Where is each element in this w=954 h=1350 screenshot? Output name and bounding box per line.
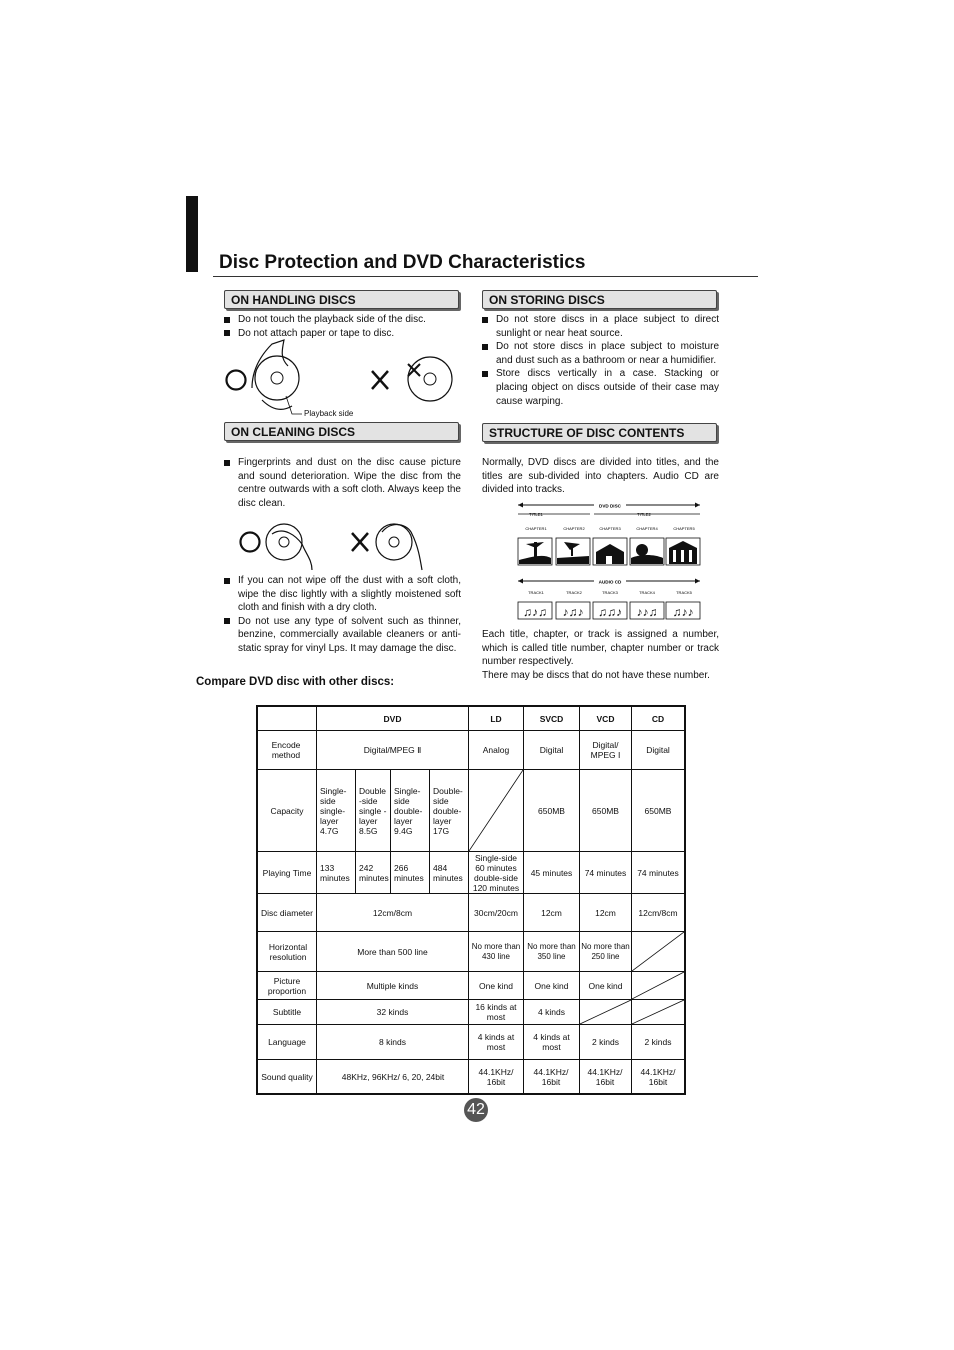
cell-vcd-picture: One kind	[588, 980, 623, 991]
cell-vcd-capacity: 650MB	[592, 805, 619, 816]
cell-dvd-playing: 133 minutes	[320, 862, 350, 883]
cleaning-heading: ON CLEANING DISCS	[224, 422, 459, 441]
cleaning-list-top	[224, 456, 461, 510]
cell-dvd-capacity: Double -side single -layer 8.5G	[359, 785, 387, 836]
cell-ld-encode: Analog	[482, 745, 510, 755]
cell-cd-capacity: 650MB	[644, 805, 672, 816]
cell-dvd-encode: Digital/MPEG Ⅱ	[363, 745, 422, 755]
cell-cd-sound: 44.1KHz/ 16bit	[640, 1066, 676, 1087]
not-applicable-slash	[580, 1000, 631, 1024]
chapter-label: CHAPTER3	[599, 526, 621, 531]
track-label: TRACK4	[639, 590, 655, 595]
compare-heading: Compare DVD disc with other discs:	[196, 676, 395, 688]
handling-list	[224, 313, 464, 340]
ok-circle-icon	[241, 533, 260, 552]
not-applicable-slash	[632, 972, 684, 999]
cell-svcd-capacity: 650MB	[538, 805, 565, 816]
cell-ld-sound: 44.1KHz/ 16bit	[478, 1066, 514, 1087]
chapter-label: CHAPTER1	[525, 526, 547, 531]
row-label-capacity: Capacity	[270, 805, 304, 816]
wipe-disc-icon	[376, 524, 412, 560]
cell-dvd-picture: Multiple kinds	[366, 980, 419, 991]
cell-dvd-capacity: Single-side double-layer 9.4G	[394, 785, 423, 836]
handling-item: Do not touch the playback side of the disc.	[224, 313, 464, 327]
cell-svcd-playing: 45 minutes	[530, 867, 573, 878]
handling-heading: ON HANDLING DISCS	[224, 290, 459, 309]
svg-text:♫♪♫: ♫♪♫	[523, 605, 547, 619]
title-label: TITLE2	[637, 512, 651, 517]
structure-intro: Normally, DVD discs are divided into titles, and the titles are sub-divided into chapters. Audio CD are divided into tracks.	[482, 457, 719, 496]
row-label-subtitle: Subtitle	[272, 1007, 302, 1017]
wipe-disc-icon	[266, 524, 302, 560]
cell-dvd-horizontal: More than 500 line	[357, 946, 428, 957]
svg-text:♫♪♪: ♫♪♪	[672, 605, 694, 619]
playback-side-caption: Playback side	[304, 409, 354, 418]
row-label-diameter: Disc diameter	[261, 907, 313, 918]
storing-item: Store discs vertically in a case. Stacking or placing object on discs outside of their case may cause warping.	[482, 367, 719, 408]
storing-heading: ON STORING DISCS	[482, 290, 717, 309]
disc-structure-diagram	[514, 498, 704, 622]
cell-dvd-language: 8 kinds	[379, 1037, 406, 1047]
cell-dvd-diameter: 12cm/8cm	[372, 907, 413, 918]
row-label-picture: Picture proportion	[267, 975, 307, 996]
taped-disc-icon	[408, 357, 452, 401]
cell-cd-diameter: 12cm/8cm	[638, 907, 678, 918]
chapter-label: CHAPTER5	[673, 526, 695, 531]
track-label: TRACK3	[602, 590, 618, 595]
svg-text:♪♪♫: ♪♪♫	[636, 605, 658, 619]
cleaning-list-bottom	[224, 574, 461, 656]
page-title: Disc Protection and DVD Characteristics	[219, 252, 586, 273]
header-cd: CD	[651, 713, 665, 724]
cell-vcd-diameter: 12cm	[595, 907, 616, 918]
track-label: TRACK2	[566, 590, 582, 595]
title-label: TITLE1	[529, 512, 543, 517]
structure-outro: Each title, chapter, or track is assigned a number, which is called title number, chapter number or track number respectively.	[482, 629, 719, 668]
cell-dvd-playing: 484 minutes	[433, 862, 463, 883]
row-label-language: Language	[268, 1037, 306, 1047]
header-svcd: SVCD	[539, 713, 564, 724]
row-label-horizontal: Horizontal resolution	[268, 941, 308, 962]
cell-dvd-capacity: Double-side double-layer 17G	[433, 785, 463, 836]
cell-vcd-encode: Digital/ MPEG I	[590, 740, 621, 760]
cell-ld-picture: One kind	[478, 980, 514, 991]
track-label: TRACK1	[528, 590, 544, 595]
svg-text:♪♫♪: ♪♫♪	[562, 605, 584, 619]
cell-svcd-subtitle: 4 kinds	[538, 1007, 565, 1017]
cell-cd-playing: 74 minutes	[637, 867, 679, 878]
cell-ld-diameter: 30cm/20cm	[474, 907, 518, 918]
chapter-label: CHAPTER2	[563, 526, 585, 531]
cell-svcd-diameter: 12cm	[541, 907, 562, 918]
cell-svcd-picture: One kind	[534, 980, 569, 991]
cell-ld-playing: Single-side 60 minutes double-side 120 minutes	[472, 852, 520, 893]
ok-circle-icon	[227, 371, 246, 390]
row-label-sound: Sound quality	[261, 1071, 313, 1082]
cleaning-illustration	[232, 514, 432, 572]
chapter-label: CHAPTER4	[636, 526, 658, 531]
structure-heading: STRUCTURE OF DISC CONTENTS	[482, 423, 717, 442]
track-label: TRACK5	[676, 590, 692, 595]
cell-cd-encode: Digital	[646, 745, 670, 755]
svg-text:♫♫♪: ♫♫♪	[598, 605, 622, 619]
cell-dvd-playing: 266 minutes	[394, 862, 424, 883]
header-vcd: VCD	[596, 713, 615, 724]
page-number: 42	[464, 1098, 488, 1122]
cell-dvd-sound: 48KHz, 96KHz/ 6, 20, 24bit	[341, 1071, 445, 1082]
cleaning-item: If you can not wipe off the dust with a soft cloth, wipe the disc lightly with a slightly moistened soft cloth and finish with a dry cloth.	[224, 574, 461, 615]
header-dvd: DVD	[383, 713, 402, 724]
cleaning-item: Do not use any type of solvent such as thinner, benzine, commercially available cleaners or anti-static spray for vinyl Lps. It may damage the disc.	[224, 615, 461, 656]
dvd-disc-label: DVD DISC	[599, 503, 621, 509]
cell-svcd-encode: Digital	[539, 745, 564, 755]
cell-ld-language: 4 kinds at most	[477, 1032, 515, 1052]
header-ld: LD	[490, 713, 502, 724]
cell-cd-language: 2 kinds	[644, 1037, 672, 1047]
cell-dvd-subtitle: 32 kinds	[376, 1007, 409, 1017]
cell-dvd-capacity: Single-side single-layer 4.7G	[320, 785, 347, 836]
not-applicable-slash	[469, 770, 523, 851]
row-label-playing: Playing Time	[262, 867, 312, 878]
storing-list	[482, 313, 719, 408]
cell-dvd-playing: 242 minutes	[359, 862, 389, 883]
storing-item: Do not store discs in place subject to moisture and dust such as a bathroom or near a humidifier.	[482, 340, 719, 367]
cell-svcd-language: 4 kinds at most	[533, 1032, 570, 1052]
not-applicable-slash	[632, 932, 684, 971]
title-divider	[213, 276, 758, 277]
not-applicable-slash	[632, 1000, 684, 1024]
storing-item: Do not store discs in a place subject to direct sunlight or near heat source.	[482, 313, 719, 340]
handling-item: Do not attach paper or tape to disc.	[224, 327, 464, 341]
audio-cd-label: AUDIO CD	[598, 579, 622, 585]
section-tab-marker	[186, 196, 198, 272]
cell-vcd-sound: 44.1KHz/ 16bit	[587, 1066, 623, 1087]
cell-vcd-playing: 74 minutes	[584, 867, 627, 878]
cell-svcd-sound: 44.1KHz/ 16bit	[533, 1066, 569, 1087]
cell-ld-subtitle: 16 kinds at most	[475, 1002, 517, 1022]
cell-svcd-horizontal: No more than 350 line	[527, 941, 576, 961]
comparison-table	[256, 705, 686, 1095]
cell-vcd-language: 2 kinds	[592, 1037, 619, 1047]
cell-ld-horizontal: No more than 430 line	[471, 941, 521, 961]
held-disc-icon	[255, 356, 299, 400]
structure-note: There may be discs that do not have these number.	[482, 670, 710, 681]
cleaning-item: Fingerprints and dust on the disc cause picture and sound deterioration. Wipe the disc from the centre outwards with a soft cloth. Always keep the disc clean.	[224, 456, 461, 510]
cell-vcd-horizontal: No more than 250 line	[581, 941, 630, 961]
row-label-encode: Encode method	[271, 740, 301, 760]
handling-illustration	[222, 338, 462, 420]
